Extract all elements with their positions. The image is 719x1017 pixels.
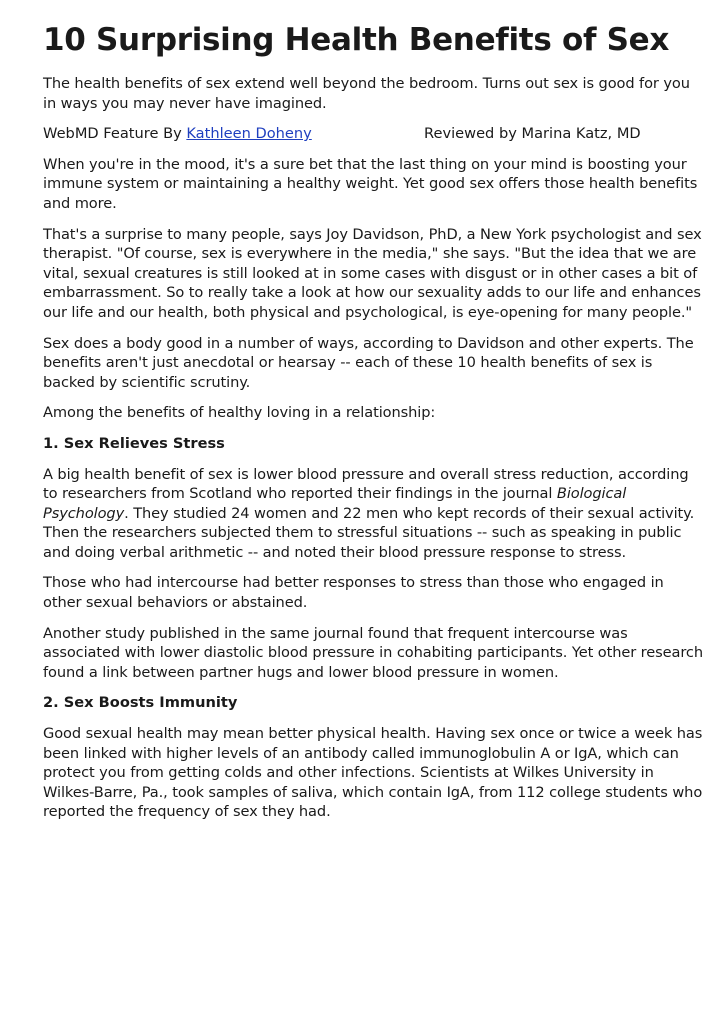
byline <box>43 124 705 144</box>
journal-name: Biological Psychology <box>43 485 627 522</box>
stress-p1-before: A big health benefit of sex is lower blood pressure and overall stress reduction, according to researchers from Scotland who reported their findings in the journal <box>43 465 689 503</box>
byline-reviewer: Reviewed by Marina Katz, MD <box>424 125 641 143</box>
article <box>43 18 705 833</box>
section-heading-immunity: 2. Sex Boosts Immunity <box>43 694 238 712</box>
stress-paragraph-1 <box>43 465 705 563</box>
stress-paragraph-3: Another study published in the same journal found that frequent intercourse was associated with lower diastolic blood pressure in cohabiting participants. Yet other research found a link between partner hugs and lower blood pressure in women. <box>43 624 704 681</box>
stress-paragraph-2: Those who had intercourse had better responses to stress than those who engaged in other sexual behaviors or abstained. <box>43 574 664 612</box>
section-heading-stress: 1. Sex Relieves Stress <box>43 434 225 452</box>
article-subtitle: The health benefits of sex extend well beyond the bedroom. Turns out sex is good for you in ways you may never have imagined. <box>43 75 690 112</box>
intro-paragraph-3: Sex does a body good in a number of ways, according to Davidson and other experts. The benefits aren't just anecdotal or hearsay -- each of these 10 health benefits of sex is backed by scientific scrutiny. <box>43 334 694 391</box>
byline-prefix: WebMD Feature By <box>43 125 187 143</box>
intro-paragraph-2: That's a surprise to many people, says Joy Davidson, PhD, a New York psychologist and sex therapist. "Of course, sex is everywhere in the media," she says. "But the idea that we are vital, sexual creatures is still looked at in some cases with disgust or in other cases a bit of embarrassment. So to really take a look at how our sexuality adds to our life and enhances our life and our health, both physical and psychological, is eye-opening for many people." <box>43 225 702 321</box>
intro-paragraph-4: Among the benefits of healthy loving in a relationship: <box>43 404 436 422</box>
intro-paragraph-1: When you're in the mood, it's a sure bet that the last thing on your mind is boosting your immune system or maintaining a healthy weight. Yet good sex offers those health benefits and more. <box>43 155 698 212</box>
byline-author-block <box>43 124 424 144</box>
stress-p1-after: . They studied 24 women and 22 men who kept records of their sexual activity. Then the researchers subjected them to stressful situations -- such as speaking in public and doing verbal arithmetic -- and noted their blood pressure response to stress. <box>43 504 695 561</box>
immunity-paragraph-1: Good sexual health may mean better physical health. Having sex once or twice a week has been linked with higher levels of an antibody called immunoglobulin A or IgA, which can protect you from getting colds and other infections. Scientists at Wilkes University in Wilkes-Barre, Pa., took samples of saliva, which contain IgA, from 112 college students who reported the frequency of sex they had. <box>43 725 703 821</box>
author-link[interactable]: Kathleen Doheny <box>186 125 312 143</box>
article-title: 10 Surprising Health Benefits of Sex <box>43 22 670 58</box>
